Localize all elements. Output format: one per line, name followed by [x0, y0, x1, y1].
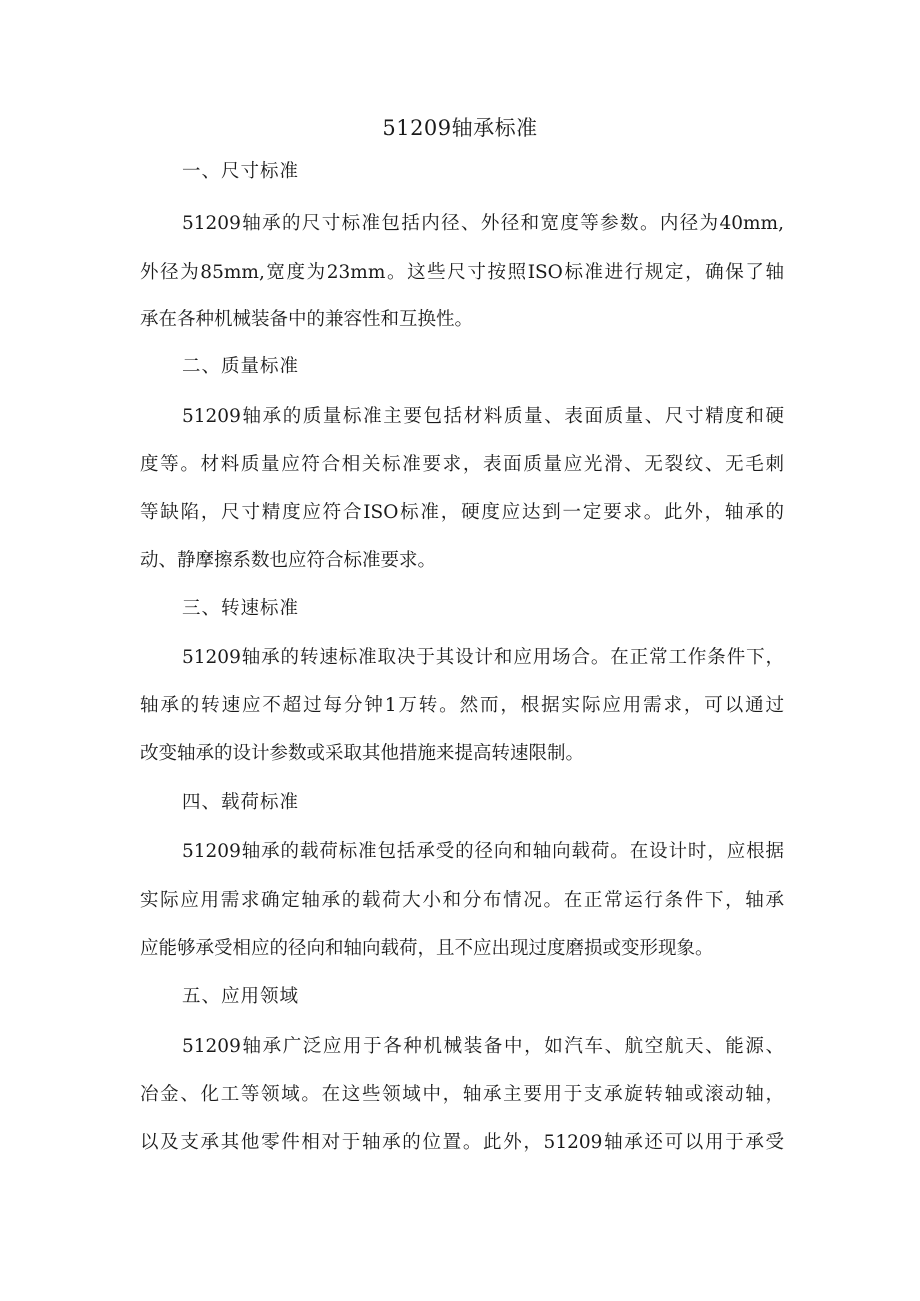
paragraph-line: 外径为85mm,宽度为23mm。这些尺寸按照ISO标准进行规定，确保了轴: [140, 262, 784, 283]
section-heading-speed: 三、转速标准: [182, 598, 300, 619]
paragraph-line: 51209轴承的载荷标准包括承受的径向和轴向载荷。在设计时，应根据: [182, 841, 784, 862]
paragraph-line: 实际应用需求确定轴承的载荷大小和分布情况。在正常运行条件下，轴承: [140, 890, 784, 911]
section-heading-load: 四、载荷标准: [182, 792, 300, 813]
paragraph-line: 轴承的转速应不超过每分钟1万转。然而，根据实际应用需求，可以通过: [140, 695, 784, 716]
document-title: 51209轴承标准: [382, 116, 538, 140]
paragraph-line: 51209轴承广泛应用于各种机械装备中，如汽车、航空航天、能源、: [182, 1036, 784, 1057]
section-heading-dimensions: 一、尺寸标准: [182, 161, 300, 182]
paragraph-line: 以及支承其他零件相对于轴承的位置。此外，51209轴承还可以用于承受: [140, 1132, 784, 1153]
paragraph-line: 51209轴承的质量标准主要包括材料质量、表面质量、尺寸精度和硬: [182, 406, 784, 427]
paragraph-line: 冶金、化工等领域。在这些领域中，轴承主要用于支承旋转轴或滚动轴，: [140, 1084, 784, 1105]
section-heading-quality: 二、质量标准: [182, 356, 300, 377]
section-heading-applications: 五、应用领域: [182, 986, 300, 1007]
paragraph-line: 度等。材料质量应符合相关标准要求，表面质量应光滑、无裂纹、无毛刺: [140, 454, 784, 475]
paragraph-line: 等缺陷，尺寸精度应符合ISO标准，硬度应达到一定要求。此外，轴承的: [140, 502, 784, 523]
paragraph-line: 应能够承受相应的径向和轴向载荷，且不应出现过度磨损或变形现象。: [140, 938, 714, 959]
paragraph-line: 动、静摩擦系数也应符合标准要求。: [140, 550, 437, 571]
paragraph-line: 承在各种机械装备中的兼容性和互换性。: [140, 309, 474, 330]
paragraph-line: 51209轴承的转速标准取决于其设计和应用场合。在正常工作条件下，: [182, 647, 784, 668]
paragraph-line: 51209轴承的尺寸标准包括内径、外径和宽度等参数。内径为40mm,: [182, 213, 784, 234]
paragraph-line: 改变轴承的设计参数或采取其他措施来提高转速限制。: [140, 743, 585, 764]
